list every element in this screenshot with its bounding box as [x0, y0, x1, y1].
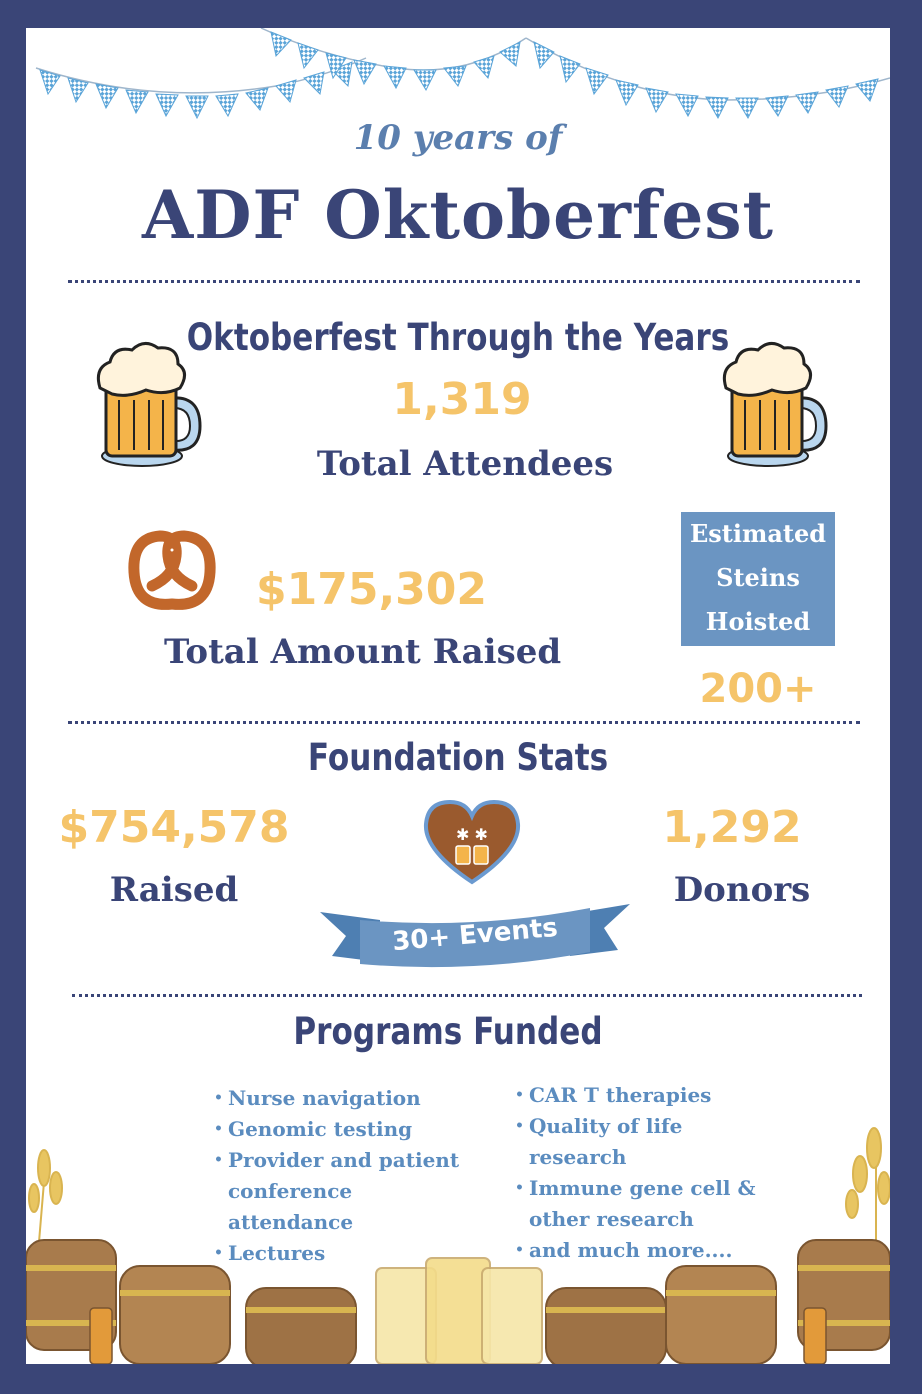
- list-item: [214, 1145, 459, 1238]
- divider-bottom: [72, 994, 862, 997]
- programs-left-list: [214, 1083, 459, 1269]
- svg-text:✱ ✱: ✱ ✱: [456, 825, 488, 844]
- list-item-line: Quality of life: [529, 1114, 683, 1138]
- section-heading-programs: Programs Funded: [293, 1010, 603, 1053]
- attendees-label: Total Attendees: [316, 444, 614, 484]
- list-item-line: research: [529, 1145, 627, 1169]
- events-banner-text: 30+ Events: [391, 912, 559, 958]
- foundation-raised-value: $754,578: [58, 802, 290, 853]
- list-item: • CAR T therapies: [515, 1080, 756, 1111]
- programs-right-list: [515, 1080, 756, 1266]
- amount-raised-label: Total Amount Raised: [164, 632, 562, 672]
- poster-title: ADF Oktoberfest: [142, 176, 774, 254]
- list-item-line: other research: [529, 1207, 694, 1231]
- section-heading-years: Oktoberfest Through the Years: [186, 316, 730, 359]
- poster: [26, 28, 890, 1364]
- foundation-raised-label: Raised: [109, 870, 239, 910]
- poster-subtitle: 10 years of: [353, 118, 563, 158]
- list-item-line: attendance: [228, 1210, 354, 1234]
- list-item: [515, 1111, 756, 1173]
- list-item: • Nurse navigation: [214, 1083, 459, 1114]
- pretzel-icon: [126, 524, 218, 612]
- list-item: • Lectures: [214, 1238, 459, 1269]
- steins-label-line: Estimated: [689, 519, 827, 548]
- steins-value: 200+: [699, 666, 817, 712]
- list-item-line: conference: [228, 1179, 353, 1203]
- list-item: • Genomic testing: [214, 1114, 459, 1145]
- donors-value: 1,292: [662, 802, 802, 853]
- gingerbread-heart-icon: [420, 798, 524, 886]
- list-item: [515, 1173, 756, 1235]
- section-heading-foundation: Foundation Stats: [307, 736, 609, 779]
- attendees-value: 1,319: [392, 374, 532, 425]
- list-item: • and much more....: [515, 1235, 756, 1266]
- steins-label-line: Hoisted: [705, 607, 811, 636]
- donors-label: Donors: [673, 870, 811, 910]
- steins-label-line: Steins: [716, 563, 800, 592]
- list-item-line: Provider and patient: [228, 1148, 460, 1172]
- divider-middle: [68, 721, 860, 724]
- list-item-line: Immune gene cell &: [529, 1176, 756, 1200]
- amount-raised-value: $175,302: [256, 564, 488, 615]
- divider-top: [68, 280, 860, 283]
- steins-label-box: [681, 512, 835, 646]
